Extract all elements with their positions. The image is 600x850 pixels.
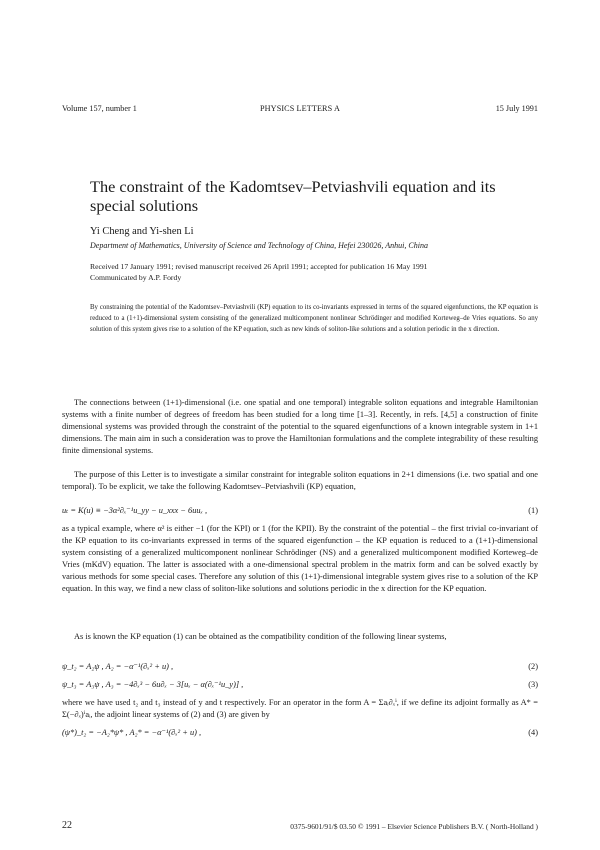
- equation-1-number: (1): [528, 506, 538, 515]
- equation-3-body: ψ_t₃ = A₃ψ , A₃ = −4∂ₓ³ − 6u∂ₓ − 3[uₓ − α(∂ₓ⁻¹u_y)] ,: [62, 680, 244, 689]
- equation-1: [62, 505, 538, 517]
- issue-date: 15 July 1991: [495, 104, 538, 113]
- article-authors: Yi Cheng and Yi-shen Li: [90, 226, 194, 237]
- paragraph-adjoint: where we have used t₂ and t₃ instead of y and t respectively. For an operator in the form A = Σaᵢ∂ₓⁱ, if we define its adjoint formally as A* = Σ(−∂ₓ)ⁱaᵢ, the adjoint linear systems of (2) and (3) are given by: [62, 698, 538, 719]
- page-number: 22: [62, 820, 72, 831]
- paragraph-intro: The connections between (1+1)-dimensional (i.e. one spatial and one temporal) integrable soliton equations and integrable Hamiltonian systems with a finite number of degrees of freedom has been studied for a long time [1–3]. Recently, in refs. [4,5] a construction of finite dimensional systems was provided through the constraint of the potential to the squared eigenfunctions of a known integrable system in 1+1 dimensions. The main aim in such a consideration was to prove the Hamiltonian formulations and the complete integrability of these resulting finite dimensional systems.: [62, 398, 538, 455]
- abstract: By constraining the potential of the Kadomtsev–Petviashvili (KP) equation to its co-invariants expressed in terms of the squared eigenfunctions, the KP equation is reduced to a (1+1)-dimensional system consisting of the generalized multicomponent nonlinear Schrödinger and modified Korteweg–de Vries equations. So any solution of this system gives rise to a solution of the KP equation, such as new kinds of soliton-like solutions and a solution periodic in the x direction.: [90, 304, 538, 333]
- publication-history: [90, 261, 550, 283]
- equation-3-number: (3): [528, 680, 538, 689]
- communicated-by: Communicated by A.P. Fordy: [90, 273, 182, 282]
- equation-2: [62, 661, 538, 673]
- journal-name: PHYSICS LETTERS A: [260, 104, 340, 113]
- paragraph-constraint: as a typical example, where α² is either −1 (for the KPI) or 1 (for the KPII). By the constraint of the potential – the first trivial co-invariant of the KP equation to its co-invariants expressed in terms of the squared eigenfunction – the KP equation is reduced to a (1+1)-dimensional system consisting of a generalized multicomponent nonlinear Schrödinger (NS) and a generalized multicomponent modified Korteweg–de Vries (mKdV) equation. The latter is associated with a one-dimensional spectral problem in the matrix form and can be solved exactly by various methods for some special cases. Therefore any solution of this (1+1)-dimensional integrable system gives rise to a solution of the KP equation. In this way, we find a new class of soliton-like solutions and solutions periodic in the x direction for the KP equation.: [62, 524, 538, 593]
- article-title: The constraint of the Kadomtsev–Petviashvili equation and its special solutions: [90, 177, 496, 215]
- equation-4: [62, 727, 538, 739]
- paragraph-linear-systems: As is known the KP equation (1) can be obtained as the compatibility condition of the following linear systems,: [74, 632, 447, 641]
- paragraph-purpose: The purpose of this Letter is to investigate a similar constraint for integrable soliton equations in 2+1 dimensions (i.e. two spatial and one temporal). To be explicit, we take the following Kadomtsev–Petviashvili (KP) equation,: [62, 470, 538, 491]
- equation-1-body: uₜ = K(u) ≡ −3α²∂ₓ⁻¹u_yy − u_xxx − 6uuₓ ,: [62, 506, 208, 515]
- publisher-line: 0375-9601/91/$ 03.50 © 1991 – Elsevier Science Publishers B.V. ( North-Holland ): [290, 822, 538, 831]
- equation-4-body: (ψ*)_t₂ = −A₂*ψ* , A₂* = −α⁻¹(∂ₓ² + u) ,: [62, 728, 202, 737]
- equation-4-number: (4): [528, 728, 538, 737]
- equation-2-number: (2): [528, 662, 538, 671]
- volume-label: Volume 157, number 1: [62, 104, 137, 113]
- received-dates: Received 17 January 1991; revised manuscript received 26 April 1991; accepted for publication 16 May 1991: [90, 262, 428, 271]
- equation-3: [62, 679, 538, 691]
- equation-2-body: ψ_t₂ = A₂ψ , A₂ = −α⁻¹(∂ₓ² + u) ,: [62, 662, 174, 671]
- author-affiliation: Department of Mathematics, University of Science and Technology of China, Hefei 230026, Anhui, China: [90, 241, 428, 250]
